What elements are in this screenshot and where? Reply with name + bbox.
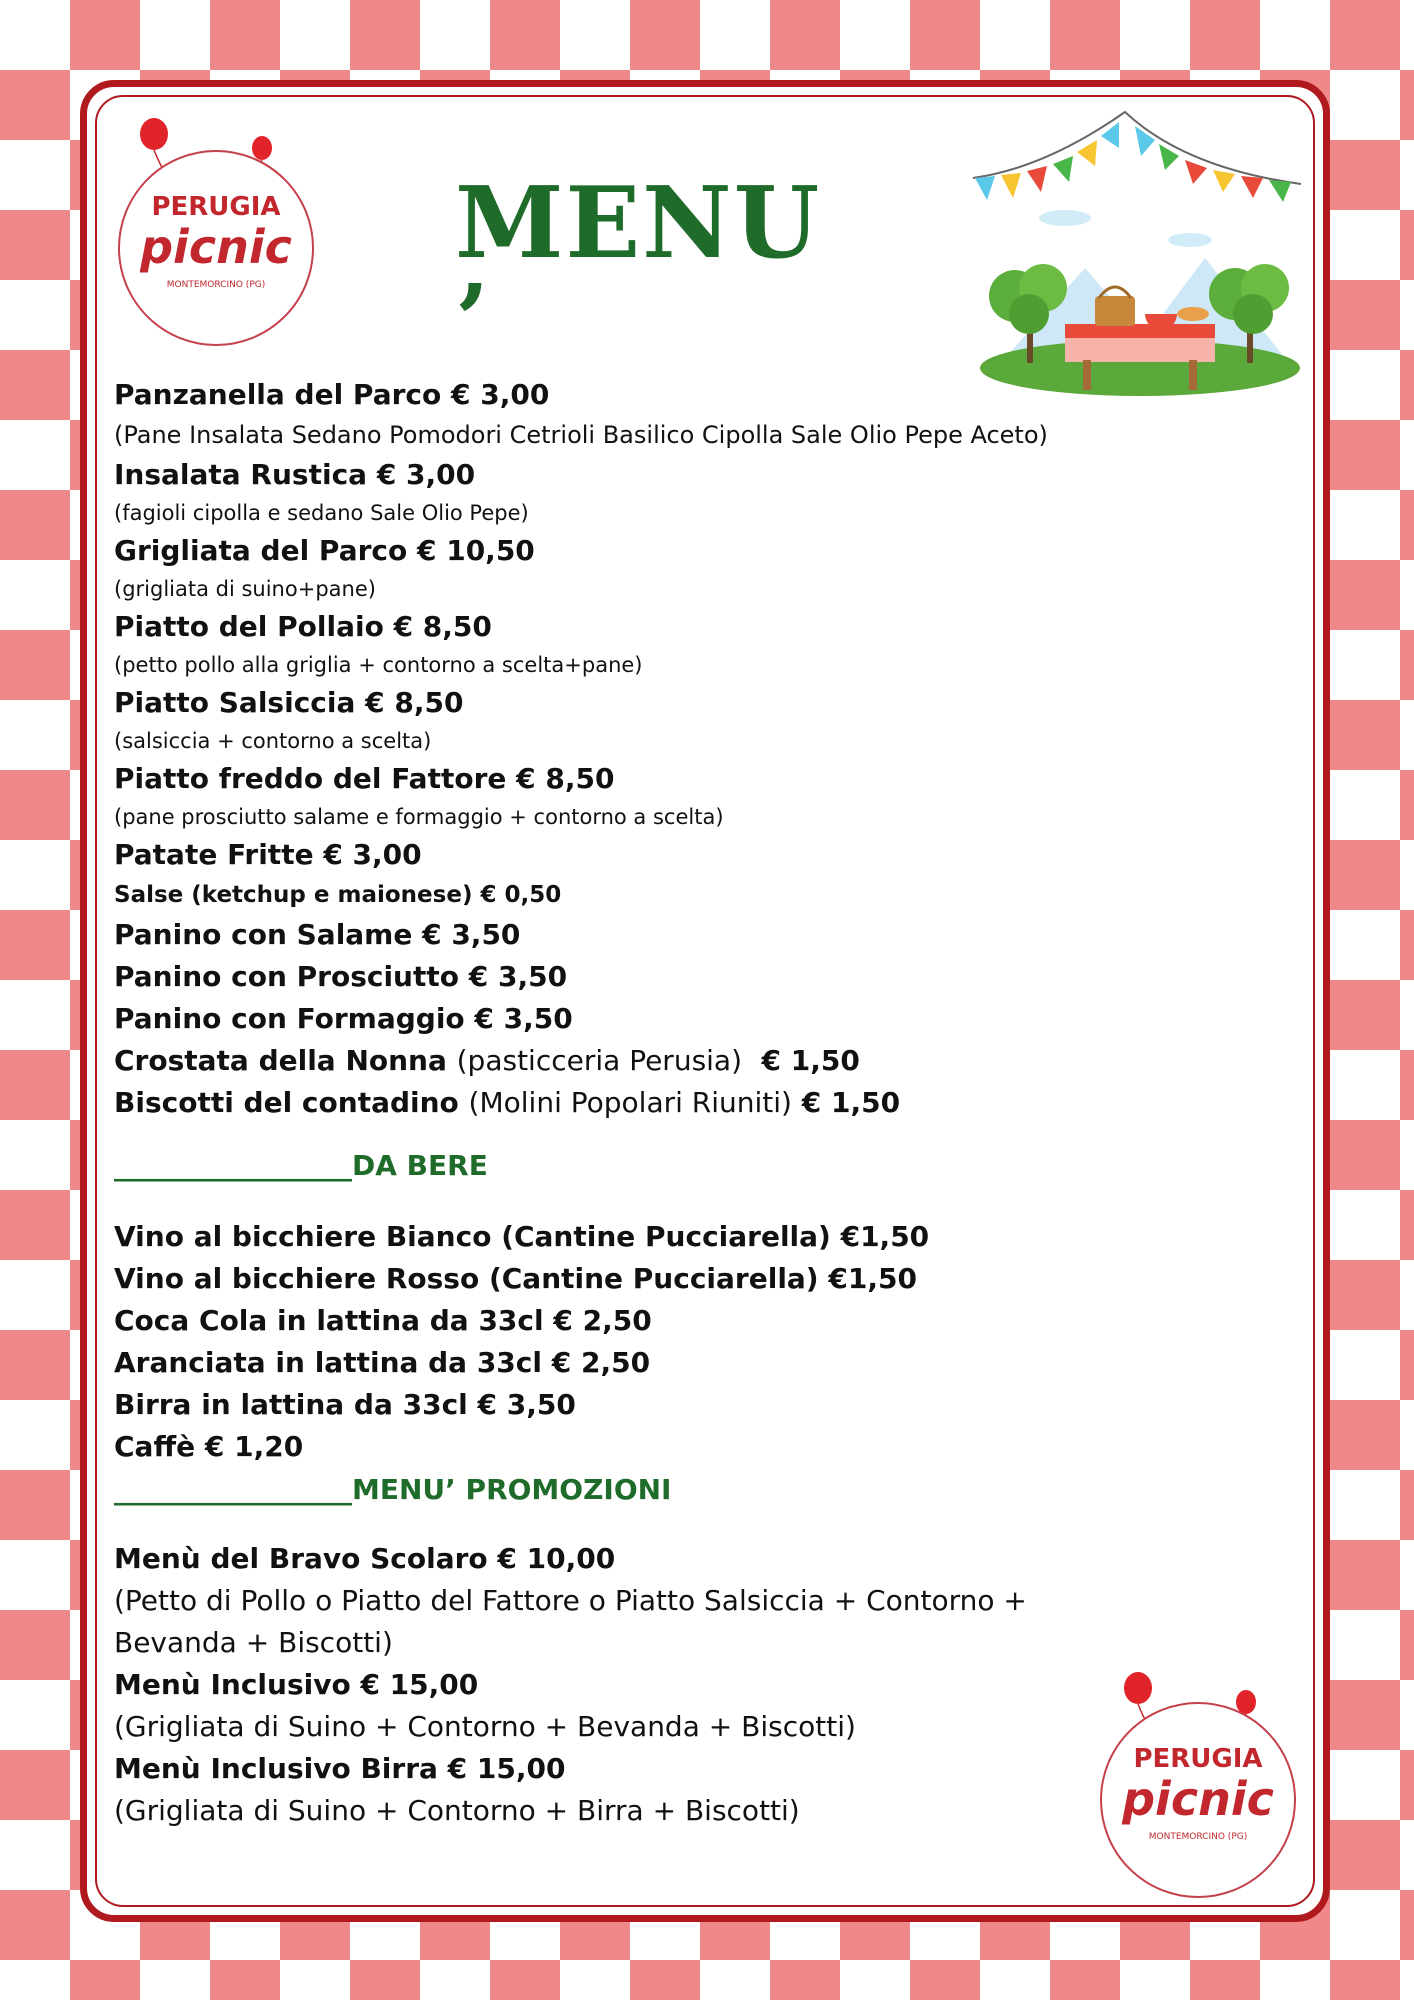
promo-desc: Bevanda + Biscotti) (114, 1626, 393, 1659)
menu-item-note: (pasticceria Perusia) (456, 1044, 743, 1077)
promo-name: Menù del Bravo Scolaro € 10,00 (114, 1542, 616, 1575)
logo-word-picnic: picnic (1122, 1772, 1274, 1826)
section-label: MENU’ PROMOZIONI (352, 1473, 672, 1506)
logo-word-picnic: picnic (140, 220, 292, 274)
menu-item-desc: (pane prosciutto salame e formaggio + contorno a scelta) (114, 805, 724, 829)
menu-item-price: € 1,50 (761, 1044, 860, 1077)
picnic-illustration (965, 108, 1305, 398)
menu-item-name: Biscotti del contadino (114, 1086, 459, 1119)
menu-item-name: Grigliata del Parco € 10,50 (114, 534, 535, 567)
logo-location: MONTEMORCINO (PG) (166, 280, 266, 290)
promo-desc: (Petto di Pollo o Piatto del Fattore o Piatto Salsiccia + Contorno + (114, 1584, 1027, 1617)
logo-word-perugia: PERUGIA (1133, 1744, 1263, 1774)
menu-item-name: Salse (ketchup e maionese) € 0,50 (114, 882, 562, 908)
menu-item-line (114, 1040, 1294, 1082)
logo-top (116, 148, 316, 348)
promo-desc: (Grigliata di Suino + Contorno + Bevanda + Biscotti) (114, 1710, 856, 1743)
logo-circle (1100, 1702, 1296, 1898)
menu-item-name: Patate Fritte € 3,00 (114, 838, 422, 871)
menu-item-name: Piatto del Pollaio € 8,50 (114, 610, 492, 643)
bunting-flags (975, 122, 1291, 202)
menu-item-name: Panino con Formaggio € 3,50 (114, 1002, 573, 1035)
menu-content (114, 374, 1294, 1832)
menu-item-desc: (salsiccia + contorno a scelta) (114, 729, 432, 753)
menu-item-name: Insalata Rustica € 3,00 (114, 458, 476, 491)
section-rule: _________________ (114, 1473, 352, 1506)
drink-item: Vino al bicchiere Rosso (Cantine Pucciarella) €1,50 (114, 1262, 917, 1295)
menu-item-name: Piatto Salsiccia € 8,50 (114, 686, 464, 719)
menu-item-name: Crostata della Nonna (114, 1044, 447, 1077)
menu-item-line (114, 1082, 1294, 1124)
section-rule: _________________ (114, 1149, 352, 1182)
promo-name: Menù Inclusivo € 15,00 (114, 1668, 479, 1701)
promo-name: Menù Inclusivo Birra € 15,00 (114, 1752, 566, 1785)
section-heading-promotions (114, 1468, 1294, 1512)
drink-item: Vino al bicchiere Bianco (Cantine Pucciarella) €1,50 (114, 1220, 930, 1253)
promo-desc: (Grigliata di Suino + Contorno + Birra + Biscotti) (114, 1794, 800, 1827)
section-heading-drinks (114, 1144, 1294, 1188)
drink-item: Birra in lattina da 33cl € 3,50 (114, 1388, 576, 1421)
menu-item-desc: (Pane Insalata Sedano Pomodori Cetrioli Basilico Cipolla Sale Olio Pepe Aceto) (114, 421, 1048, 449)
drink-item: Aranciata in lattina da 33cl € 2,50 (114, 1346, 651, 1379)
logo-location: MONTEMORCINO (PG) (1148, 1832, 1248, 1842)
logo-word-perugia: PERUGIA (151, 192, 281, 222)
menu-item-name: Panzanella del Parco € 3,00 (114, 378, 550, 411)
menu-item-desc: (grigliata di suino+pane) (114, 577, 376, 601)
menu-item-price: € 1,50 (801, 1086, 901, 1119)
logo-bottom (1098, 1700, 1298, 1900)
menu-item-note: (Molini Popolari Riuniti) (468, 1086, 792, 1119)
menu-item-desc: (fagioli cipolla e sedano Sale Olio Pepe) (114, 501, 529, 525)
menu-item-name: Piatto freddo del Fattore € 8,50 (114, 762, 615, 795)
drinks-section (114, 1216, 1294, 1468)
page-title: MENU ’ (455, 166, 822, 379)
menu-item-name: Panino con Prosciutto € 3,50 (114, 960, 568, 993)
logo-circle (118, 150, 314, 346)
menu-item-name: Panino con Salame € 3,50 (114, 918, 521, 951)
drink-item: Caffè € 1,20 (114, 1430, 304, 1463)
menu-item-desc: (petto pollo alla griglia + contorno a scelta+pane) (114, 653, 643, 677)
drink-item: Coca Cola in lattina da 33cl € 2,50 (114, 1304, 652, 1337)
food-section (114, 374, 1294, 1124)
section-label: DA BERE (352, 1149, 488, 1182)
